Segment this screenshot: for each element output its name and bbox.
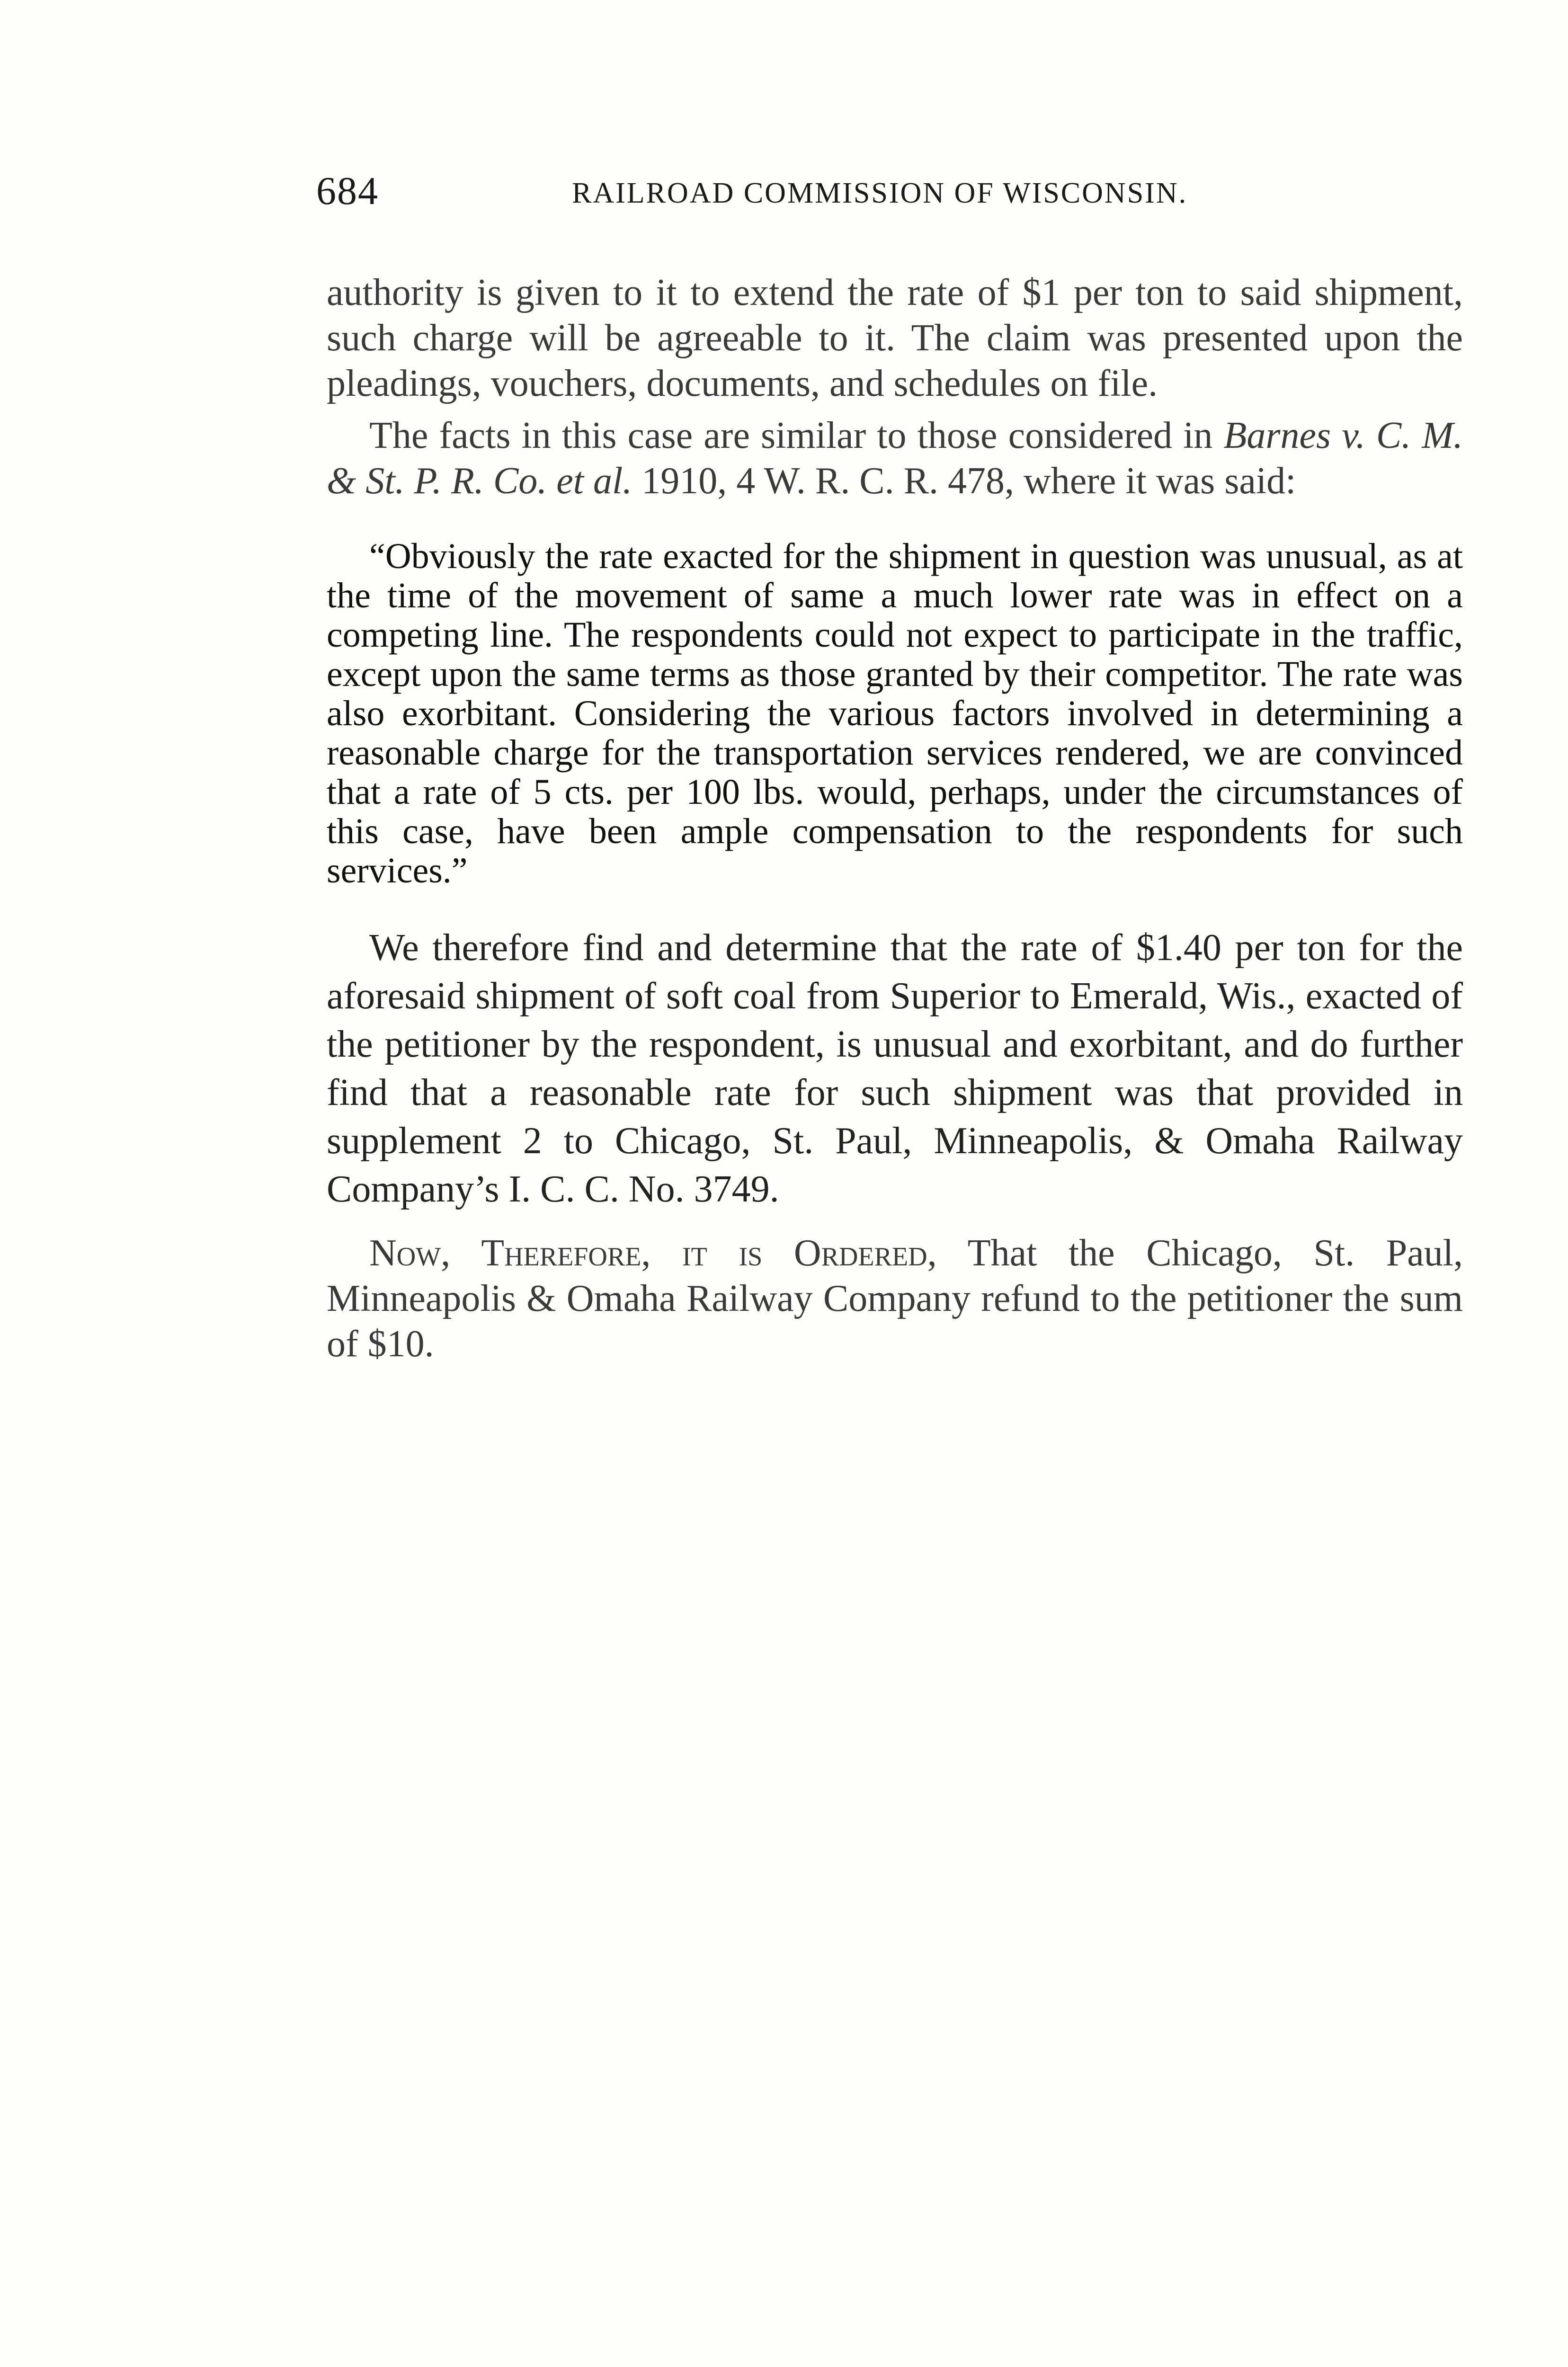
running-head: RAILROAD COMMISSION OF WISCONSIN. (572, 177, 1188, 209)
page-body (327, 270, 1463, 1373)
page-number: 684 (316, 169, 379, 213)
order-tail: That the Chicago, St. Paul, Minneapolis & Omaha Railway Company refund to the petitioner the sum of $10. (327, 1232, 1463, 1365)
case-citation: Barnes v. C. M. & St. P. R. Co. et al. (327, 415, 1463, 502)
paragraph-order (327, 1230, 1463, 1367)
paragraph-finding: We therefore find and determine that the rate of $1.40 per ton for the aforesaid shipment of soft coal from Superior to Emerald, Wis., exacted of the petitioner by the respondent, is unusual and exorbitant, and do further find that a reasonable rate for such shipment was that provided in supplement 2 to Chicago, St. Paul, Minneapolis, & Omaha Railway Company’s I. C. C. No. 3749. (327, 927, 1463, 1210)
order-lead: Now, Therefore, it is Ordered, (369, 1232, 937, 1274)
paragraph-facts (327, 413, 1463, 504)
block-quote: “Obviously the rate exacted for the shipment in question was unusual, as at the time of the movement of same a much lower rate was in effect on a competing line. The respondents could not expect to participate in the traffic, except upon the same terms as those granted by their competitor. The rate was also exorbitant. Considering the various factors involved in determining a reasonable charge for the transportation services rendered, we are convinced that a rate of 5 cts. per 100 lbs. would, perhaps, under the circumstances of this case, have been ample compensation to the respondents for such services.” (327, 536, 1463, 890)
page-header (316, 168, 1476, 225)
paragraph-continuation: authority is given to it to extend the rate of $1 per ton to said shipment, such charge will be agreeable to it. The claim was presented upon the pleadings, vouchers, documents, and schedules on file. (327, 272, 1463, 404)
paragraph-facts-lead: The facts in this case are similar to those considered in (369, 415, 1224, 456)
paragraph-facts-tail: 1910, 4 W. R. C. R. 478, where it was said: (632, 460, 1296, 502)
